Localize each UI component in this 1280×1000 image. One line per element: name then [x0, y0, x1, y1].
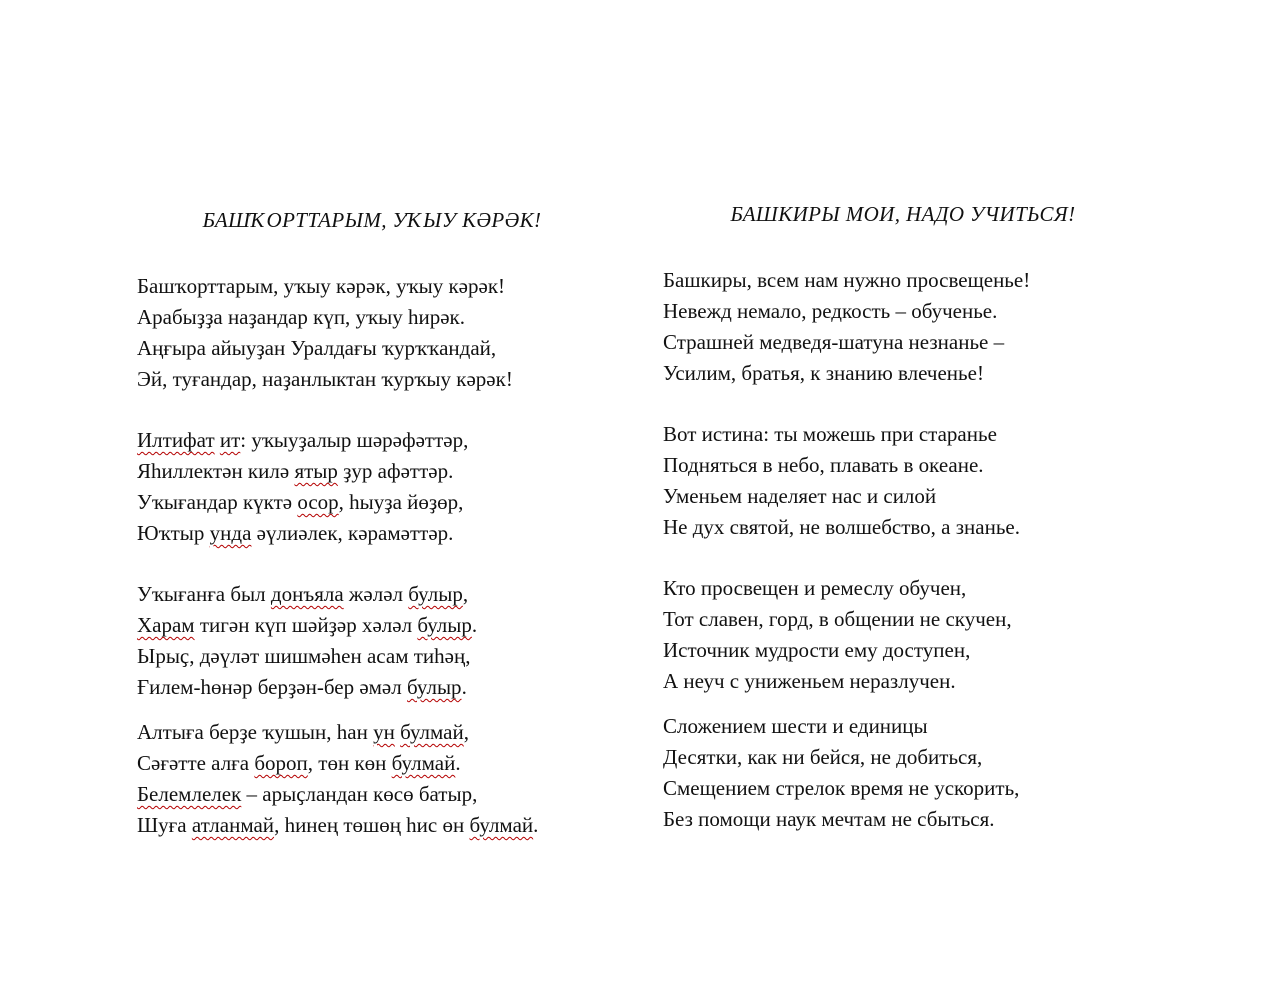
text-segment: ҙур афәттәр.	[337, 459, 454, 483]
text-segment: А неуч с униженьем неразлучен.	[663, 669, 956, 693]
poem-line	[663, 327, 1143, 358]
poem-line	[663, 666, 1143, 697]
stanza	[663, 265, 1143, 389]
poem-title-russian: БАШКИРЫ МОИ, НАДО УЧИТЬСЯ!	[730, 202, 1076, 226]
poem-line	[137, 579, 617, 610]
text-segment: Алтыға берҙе ҡушын, һан	[137, 720, 374, 744]
misspelled-word: Белемлелек	[137, 782, 242, 806]
text-segment: Шуға	[137, 813, 192, 837]
text-segment: Тот славен, горд, в общении не скучен,	[663, 607, 1012, 631]
poem-line	[663, 711, 1143, 742]
text-segment: Вот истина: ты можешь при старанье	[663, 422, 997, 446]
poem-line	[137, 717, 617, 748]
poem-line	[137, 748, 617, 779]
misspelled-word: осор	[297, 490, 339, 514]
poem-line	[663, 296, 1143, 327]
misspelled-word: Харам	[137, 613, 195, 637]
text-segment: Уҡығандар күктә	[137, 490, 298, 514]
text-segment: .	[461, 675, 467, 699]
text-segment: Ғилем-һөнәр берҙән-бер әмәл	[137, 675, 407, 699]
text-segment: Уҡығанға был	[137, 582, 271, 606]
text-segment: ,	[462, 582, 469, 606]
text-segment: Смещением стрелок время не ускорить,	[663, 776, 1020, 800]
misspelled-word: донъяла	[270, 582, 344, 606]
poem-line	[663, 265, 1143, 296]
text-segment: Не дух святой, не волшебство, а знанье.	[663, 515, 1020, 539]
poem-line	[137, 641, 617, 672]
poem-line	[663, 512, 1143, 543]
text-segment: – арыҫландан көсө батыр,	[241, 782, 478, 806]
poem-column-bashkir	[137, 207, 617, 841]
misspelled-word: атланмай	[191, 813, 275, 837]
stanza	[663, 419, 1143, 543]
text-segment: әүлиәлек, кәрамәттәр.	[251, 521, 454, 545]
text-segment: ,	[463, 720, 469, 744]
text-segment: тигән күп шәйҙәр хәләл	[194, 613, 418, 637]
poem-line	[137, 271, 617, 302]
text-segment: Аңғыра айыуҙан Уралдағы ҡурҡҡандай,	[137, 336, 497, 360]
text-segment: , һыуҙа йөҙөр,	[338, 490, 464, 514]
stanza	[137, 271, 617, 395]
text-segment: Источник мудрости ему доступен,	[663, 638, 971, 662]
poem-line	[663, 573, 1143, 604]
poem-line	[137, 456, 617, 487]
misspelled-word: Илтифат	[137, 428, 215, 452]
poem-line	[663, 419, 1143, 450]
text-segment: Подняться в небо, плавать в океане.	[663, 453, 984, 477]
text-segment: Сложением шести и единицы	[663, 714, 928, 738]
poem-line	[137, 302, 617, 333]
misspelled-word: булмай	[469, 813, 534, 837]
misspelled-word: булыр	[417, 613, 472, 637]
poem-body-russian	[663, 265, 1143, 835]
poem-line	[663, 358, 1143, 389]
text-segment: Кто просвещен и ремеслу обучен,	[663, 576, 967, 600]
poem-line	[137, 518, 617, 549]
stanza	[663, 573, 1143, 697]
text-segment: : уҡыуҙалыр шәрәфәттәр,	[240, 428, 469, 452]
misspelled-word: ит	[219, 428, 241, 452]
text-segment: Страшней медведя-шатуна незнанье –	[663, 330, 1005, 354]
misspelled-word: ятыр	[294, 459, 338, 483]
text-segment: Без помощи наук мечтам не сбыться.	[663, 807, 995, 831]
text-segment: , төн көн	[307, 751, 392, 775]
poem-line	[137, 672, 617, 703]
poem-line	[663, 604, 1143, 635]
poem-line	[137, 487, 617, 518]
stanza	[137, 579, 617, 703]
text-segment: .	[471, 613, 478, 637]
poem-line	[137, 610, 617, 641]
text-segment: Башкиры, всем нам нужно просвещенье!	[663, 268, 1031, 292]
poem-line	[137, 779, 617, 810]
poem-line	[663, 635, 1143, 666]
poem-column-russian	[663, 201, 1143, 835]
stanza	[663, 711, 1143, 835]
text-segment: Сәғәтте алға	[137, 751, 255, 775]
text-segment: Уменьем наделяет нас и силой	[663, 484, 937, 508]
poem-line	[137, 333, 617, 364]
text-segment: Десятки, как ни бейся, не добиться,	[663, 745, 983, 769]
text-segment: Арабыҙҙа наҙандар күп, уҡыу һирәк.	[137, 305, 465, 329]
text-segment: Усилим, братья, к знанию влеченье!	[663, 361, 984, 385]
text-segment: Башҡорттарым, уҡыу кәрәк, уҡыу кәрәк!	[137, 274, 506, 298]
poem-line	[137, 425, 617, 456]
text-segment: Юҡтыр	[137, 521, 210, 545]
poem-line	[663, 742, 1143, 773]
text-segment: жәләл	[343, 582, 409, 606]
poem-line	[663, 450, 1143, 481]
text-segment: .	[455, 751, 461, 775]
poem-title-bashkir: БАШҠОРТТАРЫМ, УҠЫУ КӘРӘК!	[202, 208, 542, 232]
misspelled-word: булыр	[407, 675, 462, 699]
text-segment: Ырыҫ, дәүләт шишмәһен асам тиһәң,	[137, 644, 471, 668]
misspelled-word: ун	[373, 720, 395, 744]
poem-line	[137, 364, 617, 395]
misspelled-word: унда	[209, 521, 252, 545]
misspelled-word: бороп	[254, 751, 308, 775]
misspelled-word: булмай	[391, 751, 456, 775]
text-segment: .	[533, 813, 539, 837]
text-segment: , һинең төшөң һис өн	[274, 813, 470, 837]
misspelled-word: булыр	[408, 582, 463, 606]
poem-line	[663, 804, 1143, 835]
poem-body-bashkir	[137, 271, 617, 841]
stanza	[137, 425, 617, 549]
poem-line	[137, 810, 617, 841]
poem-line	[663, 481, 1143, 512]
poem-line	[663, 773, 1143, 804]
text-segment: Яһиллектән килә	[137, 459, 295, 483]
stanza	[137, 717, 617, 841]
misspelled-word: булмай	[400, 720, 464, 744]
text-segment: Эй, туғандар, наҙанлыктан ҡурҡыу кәрәк!	[137, 367, 513, 391]
text-segment: Невежд немало, редкость – обученье.	[663, 299, 998, 323]
